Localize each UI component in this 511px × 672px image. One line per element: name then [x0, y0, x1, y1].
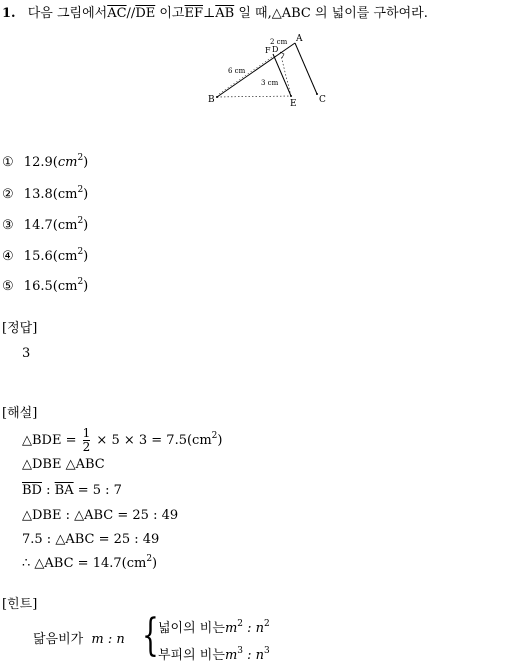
choice-value: 13.8( [23, 187, 58, 202]
perpendicular-symbol: ⊥ [203, 6, 216, 21]
choice-value: 15.6( [23, 249, 58, 264]
choice-2[interactable] [2, 185, 89, 202]
segment-ac: $\overline{AC}$ [107, 6, 127, 21]
choice-marker: ④ [2, 249, 14, 264]
label-f: F [265, 46, 271, 55]
segment-be-line [217, 96, 291, 97]
point-b [216, 96, 218, 98]
choice-exp: 2 [77, 216, 84, 226]
choice-close: ) [83, 279, 89, 294]
label-e: E [290, 99, 297, 109]
solution-line-6-text: ∴ △ABC = 14.7(cm [22, 556, 147, 571]
hint-lead [33, 633, 125, 646]
hint-row-area-exp-n: 2 [264, 619, 270, 629]
length-6cm: 6 cm [228, 67, 246, 75]
hint-row-area-text: 넓이의 비는 [158, 621, 225, 636]
hint-row-volume-exp-n: 3 [264, 646, 270, 656]
label-c: C [319, 95, 326, 105]
solution-line-4: △DBE : △ABC = 25 : 49 [22, 508, 179, 523]
hint-row-area-exp-m: 2 [237, 619, 243, 629]
hint-lead-text: 닮음비가 [33, 632, 84, 647]
fraction-numerator: 1 [82, 426, 91, 440]
choice-marker: ② [2, 187, 14, 202]
choice-marker: ③ [2, 218, 14, 233]
choice-value: 16.5( [23, 279, 58, 294]
choice-1[interactable] [2, 153, 89, 170]
question-text-3: 일 때, [238, 6, 272, 21]
triangle-figure [200, 30, 340, 115]
choice-exp: 2 [77, 247, 84, 257]
hint-ratio: m : n [91, 632, 125, 647]
solution-line-3 [22, 484, 122, 497]
question-text-4: △ABC 의 넓이를 구하여라. [271, 6, 428, 21]
solution-line-2: △DBE △ABC [22, 457, 105, 472]
point-e [290, 95, 292, 97]
choice-unit: cm [57, 155, 78, 170]
segment-de-line [273, 54, 291, 96]
hint-row-volume-exp-m: 3 [237, 646, 243, 656]
segment-bd: $\overline{BD}$ [22, 483, 42, 498]
choice-unit: cm [57, 187, 78, 202]
answer-label: [정답] [2, 321, 38, 336]
hint-row-volume-text: 부피의 비는 [158, 648, 225, 663]
fraction-one-half [83, 427, 91, 454]
question-stem [2, 7, 428, 20]
ratio-value: = 5 : 7 [73, 483, 122, 498]
question-text-1: 다음 그림에서 [27, 6, 108, 21]
length-2cm: 2 cm [270, 38, 288, 46]
hint-row-volume [158, 646, 270, 663]
hint-row-volume-n: : n [243, 648, 265, 663]
ratio-colon: : [41, 483, 55, 498]
solution-line-6-close: ) [152, 556, 158, 571]
solution-line-1-lhs: △BDE = [22, 433, 77, 448]
choice-3[interactable] [2, 216, 89, 233]
label-a: A [296, 34, 303, 44]
segment-ef: $\overline{EF}$ [184, 6, 204, 21]
label-d: D [272, 45, 279, 54]
hint-row-area-m: m [224, 621, 238, 636]
solution-line-6 [22, 554, 158, 571]
question-number: 1. [2, 6, 16, 21]
choice-unit: cm [57, 249, 78, 264]
choice-exp: 2 [77, 185, 84, 195]
answer-value: 3 [22, 346, 31, 361]
hint-label: [힌트] [2, 597, 38, 612]
choice-5[interactable] [2, 277, 89, 294]
hint-row-volume-m: m [224, 648, 238, 663]
point-c [316, 93, 318, 95]
choice-close: ) [83, 155, 89, 170]
hint-row-area-n: : n [243, 621, 265, 636]
hint-row-area [158, 619, 270, 636]
solution-line-6-exp: 2 [146, 554, 153, 564]
choice-marker: ① [2, 155, 14, 170]
segment-ab: $\overline{AB}$ [215, 6, 235, 21]
segment-ac-line [295, 43, 317, 94]
choice-unit: cm [57, 218, 78, 233]
hint-brace: { [142, 610, 159, 661]
choice-close: ) [83, 249, 89, 264]
solution-line-1-rhs: × 5 × 3 = 7.5(cm [96, 433, 212, 448]
choice-close: ) [83, 218, 89, 233]
segment-de: $\overline{DE}$ [135, 6, 156, 21]
fraction-denominator: 2 [82, 440, 91, 454]
solution-line-1 [22, 426, 222, 456]
length-3cm: 3 cm [261, 79, 279, 87]
measure-6cm-line [219, 57, 272, 94]
parallel-symbol: // [126, 6, 136, 21]
choice-value: 14.7( [23, 218, 58, 233]
segment-ba: $\overline{BA}$ [54, 483, 74, 498]
choice-exp: 2 [77, 153, 84, 163]
solution-line-1-exp: 2 [211, 431, 218, 441]
choice-unit: cm [57, 279, 78, 294]
choice-4[interactable] [2, 247, 89, 264]
choice-value: 12.9( [23, 155, 58, 170]
label-b: B [208, 95, 215, 105]
choice-close: ) [83, 187, 89, 202]
solution-line-5: 7.5 : △ABC = 25 : 49 [22, 532, 160, 547]
solution-label: [해설] [2, 406, 38, 421]
choice-marker: ⑤ [2, 279, 14, 294]
question-text-2: 이고 [159, 6, 185, 21]
solution-line-1-close: ) [217, 433, 223, 448]
choice-exp: 2 [77, 277, 84, 287]
